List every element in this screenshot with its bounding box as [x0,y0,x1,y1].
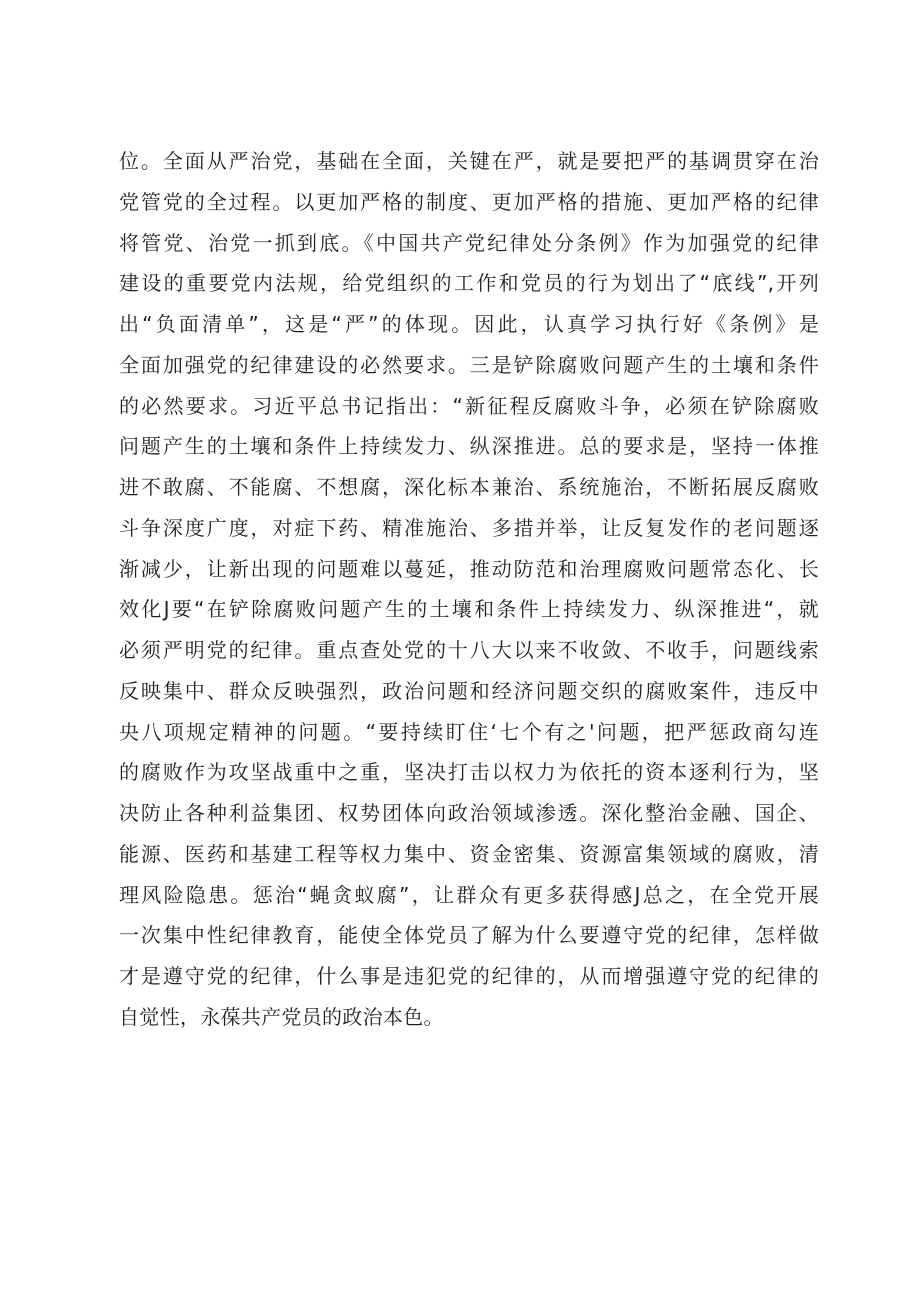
text-line: 斗争深度广度，对症下药、精准施治、多措并举，让反复发作的老问题逐 [119,515,819,540]
body-paragraph [119,141,819,1038]
text-line: 效化J要“在铲除腐败问题产生的土壤和条件上持续发力、纵深推进“，就 [119,597,819,622]
text-line: 自觉性，永葆共产党员的政治本色。 [119,1004,444,1029]
text-line: 才是遵守党的纪律，什么事是违犯党的纪律的，从而增强遵守党的纪律的 [119,964,819,988]
text-line: 出“负面清单”，这是“严”的体现。因此，认真学习执行好《条例》是 [119,312,819,336]
text-line: 反映集中、群众反映强烈，政治问题和经济问题交织的腐败案件，违反中 [119,678,819,703]
text-line: 理风险隐患。惩治“蝇贪蚁腐”，让群众有更多获得感J总之，在全党开展 [119,882,819,907]
text-line: 一次集中性纪律教育，能使全体党员了解为什么要遵守党的纪律，怎样做 [119,923,819,948]
text-line: 位。全面从严治党，基础在全面，关键在严，就是要把严的基调贯穿在治 [119,149,819,173]
text-line: 进不敢腐、不能腐、不想腐，深化标本兼治、系统施治，不断拓展反腐败 [119,475,819,499]
text-line: 的腐败作为攻坚战重中之重，坚决打击以权力为依托的资本逐利行为，坚 [119,760,819,785]
text-line: 问题产生的土壤和条件上持续发力、纵深推进。总的要求是，坚持一体推 [119,434,819,459]
text-line: 党管党的全过程。以更加严格的制度、更加严格的措施、更加严格的纪律 [119,189,819,214]
text-line: 渐减少，让新出现的问题难以蔓延，推动防范和治理腐败问题常态化、长 [119,556,819,581]
text-line: 必须严明党的纪律。重点查处党的十八大以来不收敛、不收手，问题线索 [119,638,819,662]
text-line: 全面加强党的纪律建设的必然要求。三是铲除腐败问题产生的土壤和条件 [119,352,819,377]
text-line: 建设的重要党内法规，给党组织的工作和党员的行为划出了“底线”,开列 [119,271,819,296]
text-line: 能源、医药和基建工程等权力集中、资金密集、资源富集领域的腐败，清 [119,841,819,866]
text-line: 决防止各种利益集团、权势团体向政治领域渗透。深化整治金融、国企、 [119,801,819,825]
text-line: 央八项规定精神的问题。“要持续盯住‘七个有之'问题，把严惩政商勾连 [119,719,819,744]
text-line: 的必然要求。习近平总书记指出：“新征程反腐败斗争，必须在铲除腐败 [119,393,819,418]
text-line: 将管党、治党一抓到底。《中国共产党纪律处分条例》作为加强党的纪律 [119,230,819,255]
